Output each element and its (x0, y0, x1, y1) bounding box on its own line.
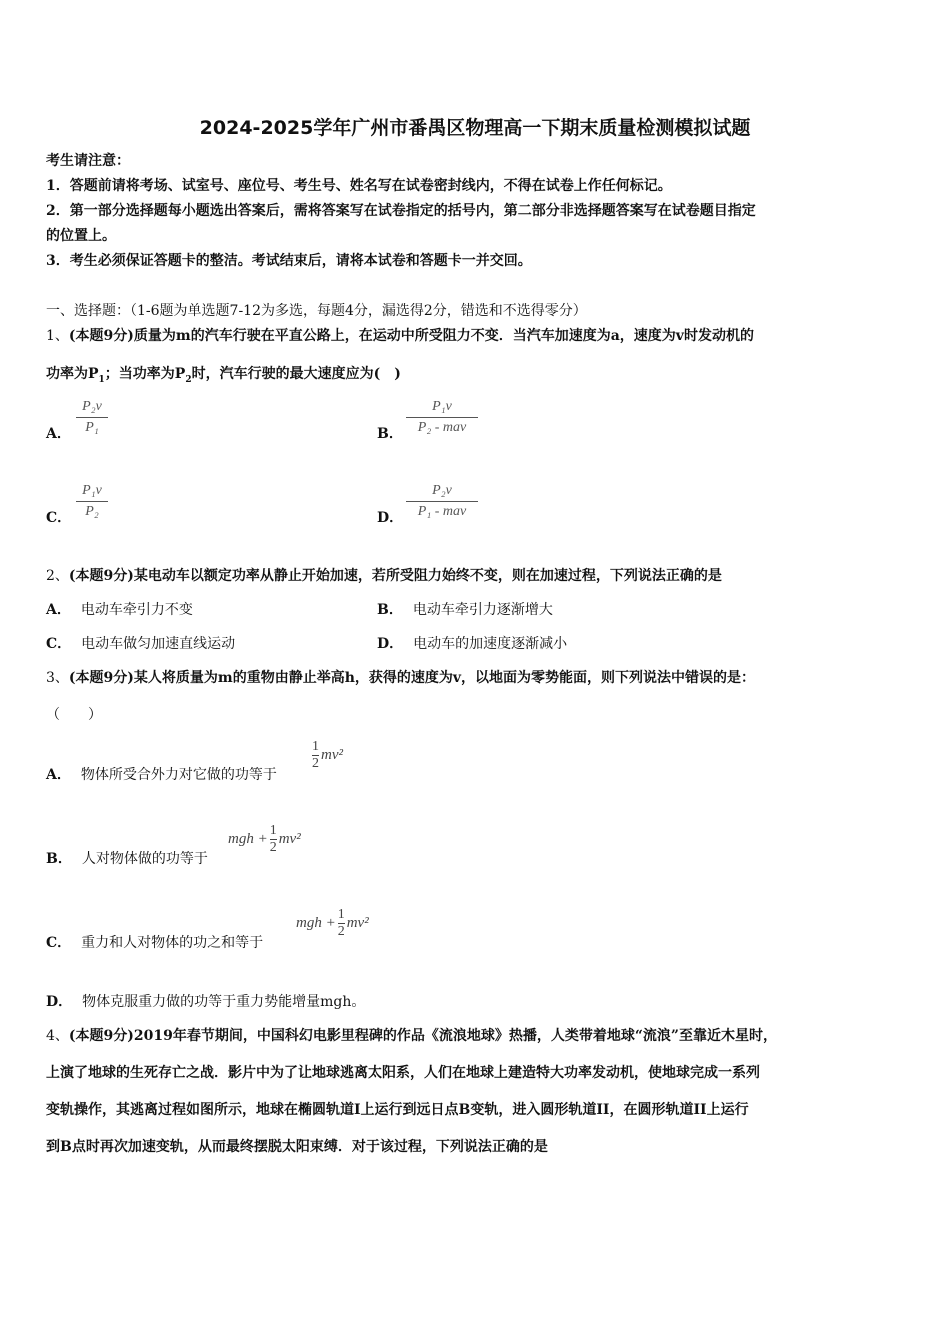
q1-option-b-formula (406, 398, 478, 437)
q1-text: 质量为m的汽车行驶在平直公路上，在运动中所受阻力不变．当汽车加速度为a，速度为v时发动机的 (133, 328, 754, 344)
formula-denominator: P₂ (85, 504, 99, 519)
q2-text: 某电动车以额定功率从静止开始加速，若所受阻力始终不变，则在加速过程，下列说法正确的是 (133, 568, 722, 584)
option-text: 人对物体做的功等于 (81, 851, 208, 867)
question-1-line-1 (46, 327, 754, 345)
fraction-bar (76, 501, 108, 502)
option-text: 电动车牵引力不变 (80, 602, 193, 618)
page-title: 2024-2025学年广州市番禺区物理高一下期末质量检测模拟试题 (199, 117, 751, 139)
fraction (338, 907, 345, 940)
q3-option-c[interactable] (46, 934, 263, 952)
q2-option-b[interactable] (377, 601, 553, 619)
q1-line2-b: ；当功率为P (104, 366, 186, 382)
fraction-numerator: 1 (337, 907, 345, 922)
q1-option-c-formula (76, 482, 108, 521)
q3-score: (本题9分) (68, 670, 134, 686)
q2-option-c[interactable] (46, 635, 235, 653)
q1-option-d-label[interactable]: D． (377, 510, 404, 526)
notice-item-1: 1．答题前请将考场、试室号、座位号、考生号、姓名写在试卷密封线内，不得在试卷上作任何标记。 (46, 178, 672, 194)
q4-score: (本题9分) (68, 1028, 134, 1044)
q4-prefix: 4、 (46, 1028, 69, 1044)
formula-numerator: P₂v (432, 483, 452, 498)
fraction-denominator: 2 (269, 840, 277, 855)
fraction-bar (76, 417, 108, 418)
option-label: B． (377, 602, 403, 618)
q3-option-b[interactable] (46, 850, 208, 868)
q2-option-a[interactable] (46, 601, 193, 619)
q3-option-a-formula (310, 739, 343, 772)
option-text: 物体克服重力做的功等于重力势能增量mgh。 (82, 994, 366, 1010)
formula-tail: mv² (346, 914, 369, 931)
q3-option-b-formula (228, 823, 301, 856)
q1-option-b-label[interactable]: B． (377, 426, 403, 442)
q4-text: 2019年春节期间，中国科幻电影里程碑的作品《流浪地球》热播，人类带着地球“流浪”至靠近木星时， (133, 1028, 777, 1044)
fraction-numerator: 1 (312, 739, 319, 754)
question-4-line-2: 上演了地球的生死存亡之战．影片中为了让地球逃离太阳系，人们在地球上建造特大功率发动机，使地球完成一系列 (46, 1065, 760, 1081)
q1-option-d-formula (406, 482, 478, 521)
question-3 (46, 669, 755, 687)
option-text: 电动车牵引力逐渐增大 (412, 602, 553, 618)
q3-text: 某人将质量为m的重物由静止举高h，获得的速度为v，以地面为零势能面，则下列说法中错误的是： (133, 670, 756, 686)
fraction (270, 823, 277, 856)
question-4-line-4: 到B点时再次加速变轨，从而最终摆脱太阳束缚．对于该过程，下列说法正确的是 (46, 1139, 548, 1155)
formula-numerator: P₂v (82, 399, 102, 414)
q3-option-a[interactable] (46, 766, 277, 784)
option-text: 重力和人对物体的功之和等于 (81, 935, 264, 951)
section-heading: 一、选择题：（1-6题为单选题7-12为多选，每题4分，漏选得2分，错选和不选得零分） (46, 303, 587, 319)
formula-denominator: P₂ - mav (417, 420, 467, 435)
question-4-line-1 (46, 1027, 777, 1045)
q2-prefix: 2、 (46, 568, 69, 584)
option-label: B． (46, 851, 72, 867)
notice-item-2: 2．第一部分选择题每小题选出答案后，需将答案写在试卷指定的括号内，第二部分非选择题答案写在试卷题目指定 (46, 203, 756, 219)
fraction-denominator: 2 (312, 756, 319, 771)
q3-prefix: 3、 (46, 670, 69, 686)
fraction (312, 739, 319, 772)
formula-tail: mv² (278, 830, 301, 847)
notice-heading: 考生请注意： (46, 153, 130, 169)
fraction-bar (406, 417, 478, 418)
option-label: A． (46, 602, 71, 618)
q3-answer-bracket: （ ） (46, 707, 102, 723)
option-text: 电动车做匀加速直线运动 (81, 636, 236, 652)
formula-denominator: P₁ (85, 420, 99, 435)
option-label: D． (377, 636, 404, 652)
q3-option-c-formula (296, 907, 369, 940)
option-label: D． (46, 994, 73, 1010)
formula-numerator: P₁v (432, 399, 452, 414)
fraction-bar (406, 501, 478, 502)
notice-item-3: 3．考生必须保证答题卡的整洁。考试结束后，请将本试卷和答题卡一并交回。 (46, 253, 532, 269)
question-2 (46, 567, 722, 585)
question-1-line-2 (46, 365, 401, 389)
question-4-line-3: 变轨操作，其逃离过程如图所示，地球在椭圆轨道I上运行到远日点B变轨，进入圆形轨道II，在圆形轨道II上运行 (46, 1102, 749, 1118)
q1-option-a-formula (76, 398, 108, 437)
formula-head: mgh + (296, 914, 336, 931)
fraction-numerator: 1 (269, 823, 277, 838)
formula-denominator: P₁ - mav (417, 504, 467, 519)
q1-prefix: 1、 (46, 328, 69, 344)
q1-line2-c: 时，汽车行驶的最大速度应为( ) (191, 366, 401, 382)
option-text: 物体所受合外力对它做的功等于 (80, 767, 277, 783)
q1-sub-2: 2 (185, 374, 192, 385)
q2-score: (本题9分) (68, 568, 134, 584)
q2-option-d[interactable] (377, 635, 567, 653)
q1-option-c-label[interactable]: C． (46, 510, 72, 526)
q1-score: (本题9分) (68, 328, 134, 344)
option-text: 电动车的加速度逐渐减小 (413, 636, 568, 652)
q1-option-a-label[interactable]: A． (46, 426, 71, 442)
notice-item-2-cont: 的位置上。 (46, 228, 116, 244)
option-label: A． (46, 767, 71, 783)
formula-numerator: P₁v (82, 483, 102, 498)
q3-option-d[interactable] (46, 993, 365, 1011)
formula-tail: mv² (321, 746, 343, 763)
q1-sub-1: 1 (98, 374, 105, 385)
q1-line2-a: 功率为P (46, 366, 99, 382)
option-label: C． (46, 935, 72, 951)
fraction-denominator: 2 (337, 924, 345, 939)
option-label: C． (46, 636, 72, 652)
formula-head: mgh + (228, 830, 268, 847)
